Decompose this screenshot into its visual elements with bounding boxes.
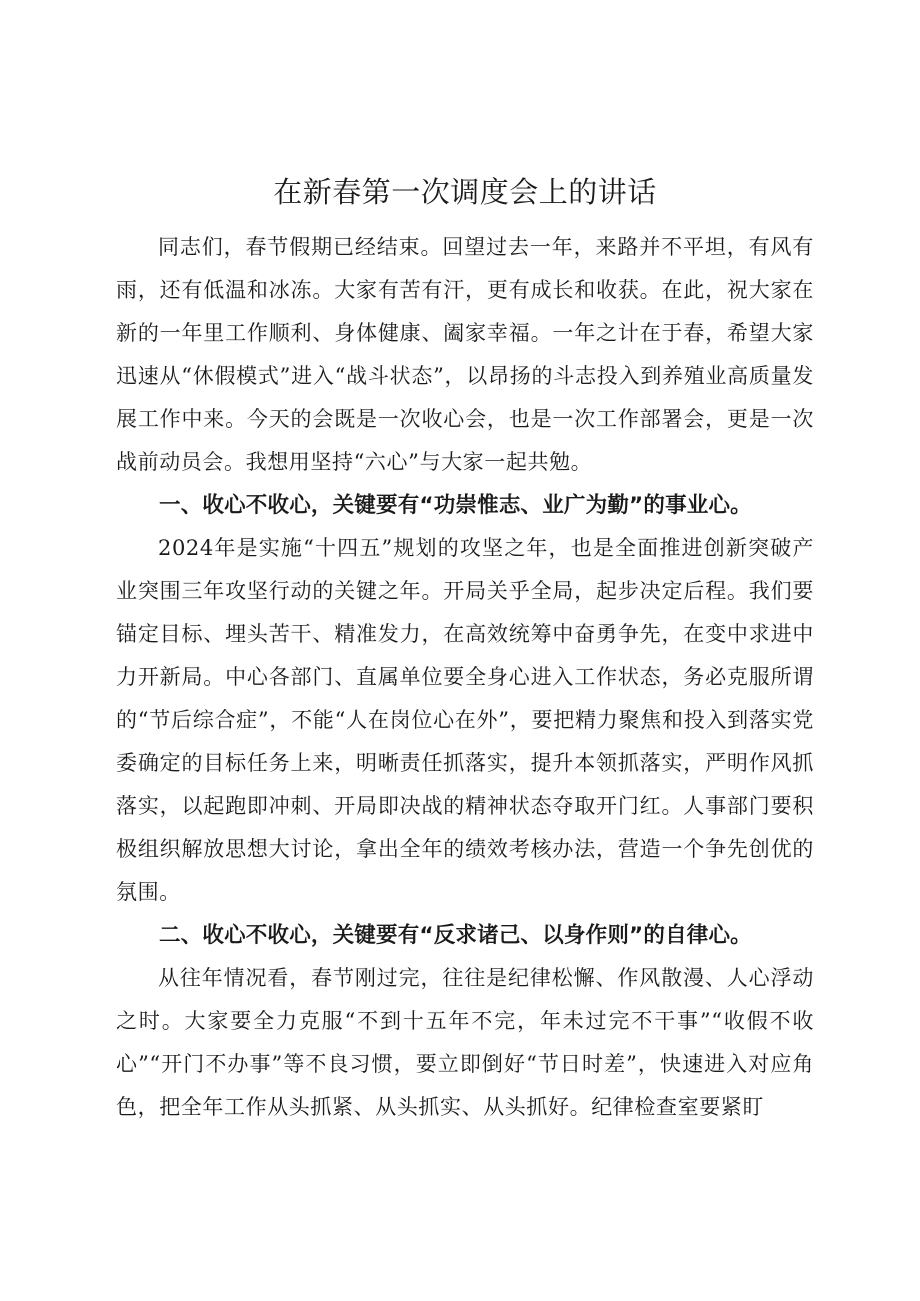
- section-2-heading: 二、收心不收心，关键要有“反求诸己、以身作则”的自律心。: [159, 923, 752, 948]
- document-title: 在新春第一次调度会上的讲话: [273, 175, 657, 209]
- section-1-paragraph: 2024年是实施“十四五”规划的攻坚之年，也是全面推进创新突破产业突围三年攻坚行动的关键之年。开局关乎全局，起步决定后程。我们要锚定目标、埋头苦干、精准发力，在高效统筹中奋勇争先，在变中求进中力开新局。中心各部门、直属单位要全身心进入工作状态，务必克服所谓的“节后综合症”，不能“人在岗位心在外”，要把精力聚焦和投入到落实党委确定的目标任务上来，明晰责任抓落实，提升本领抓落实，严明作风抓落实，以起跑即冲刺、开局即决战的精神状态夺取开门红。人事部门要积极组织解放思想大讨论，拿出全年的绩效考核办法，营造一个争先创优的氛围。: [116, 536, 814, 904]
- section-1-heading: 一、收心不收心，关键要有“功崇惟志、业广为勤”的事业心。: [159, 493, 752, 518]
- intro-paragraph: 同志们，春节假期已经结束。回望过去一年，来路并不平坦，有风有雨，还有低温和冰冻。大家有苦有汗，更有成长和收获。在此，祝大家在新的一年里工作顺利、身体健康、阖家幸福。一年之计在于春，希望大家迅速从“休假模式”进入“战斗状态”，以昂扬的斗志投入到养殖业高质量发展工作中来。今天的会既是一次收心会，也是一次工作部署会，更是一次战前动员会。我想用坚持“六心”与大家一起共勉。: [116, 235, 814, 474]
- section-2-paragraph: 从往年情况看，春节刚过完，往往是纪律松懈、作风散漫、人心浮动之时。大家要全力克服“不到十五年不完，年未过完不干事”“收假不收心”“开门不办事”等不良习惯，要立即倒好“节日时差”，快速进入对应角色，把全年工作从头抓紧、从头抓实、从头抓好。纪律检查室要紧盯: [116, 966, 814, 1119]
